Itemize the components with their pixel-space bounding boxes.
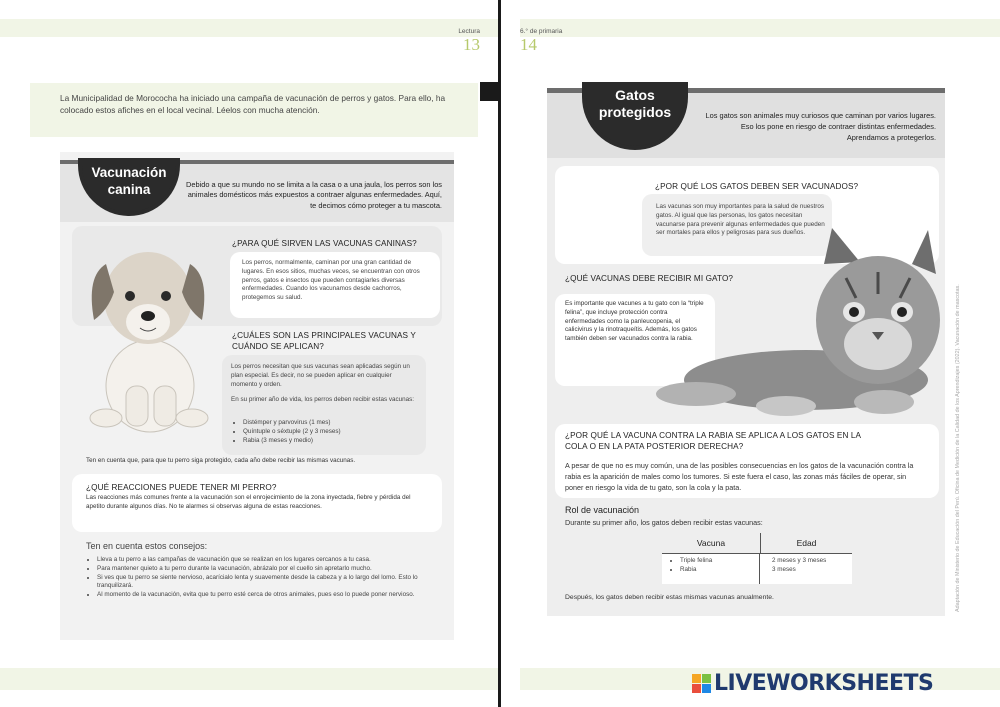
table-vaccine-cell xyxy=(662,554,760,584)
right-header-label: 6.° de primaria xyxy=(520,28,563,35)
table-age-cell xyxy=(760,554,852,584)
dog-vaccine-item: • Quíntuple o séxtuple (2 y 3 meses) xyxy=(243,428,423,437)
dog-q3-title: ¿QUÉ REACCIONES PUEDE TENER MI PERRO? xyxy=(86,483,277,492)
dog-vaccine-item: • Distémper y parvovirus (1 mes) xyxy=(243,419,423,428)
logo-mark-icon xyxy=(692,674,711,693)
table-age-item: 2 meses y 3 meses xyxy=(772,557,827,564)
cat-rol-subtitle: Durante su primer año, los gatos deben recibir estas vacunas: xyxy=(565,518,763,527)
top-band-right xyxy=(520,19,1000,37)
dog-q2-note: Ten en cuenta que, para que tu perro siga protegido, cada año debe recibir las mismas vacunas. xyxy=(86,457,356,464)
intro-text: La Municipalidad de Morococha ha iniciado una campaña de vacunación de perros y gatos. Para ello, ha colocado estos afiches en el local vecinal. Léelos con mucha atención. xyxy=(60,93,446,115)
dog-tip-item: • Lleva a tu perro a las campañas de vacunación que se realizan en los lugares cercanos a tu casa. xyxy=(97,556,437,565)
cat-lead: Los gatos son animales muy curiosos que caminan por varios lugares. Eso los pone en riesgo de contraer distintas enfermedades. Aprendamos a protegerlos. xyxy=(705,111,936,142)
table-age-item: 3 meses xyxy=(772,565,796,573)
puppy-illustration xyxy=(84,236,214,436)
right-page-header xyxy=(520,28,590,55)
dog-tip-item: • Para mantener quieto a tu perro durante la vacunación, abrázalo por el cuello sin apretarlo mucho. xyxy=(97,565,437,574)
dog-q2-text: Los perros necesitan que sus vacunas sean aplicadas según un plan especial. Es decir, no se pueden aplicar en cualquier momento y orden. xyxy=(231,363,410,388)
cat-q3-text: A pesar de que no es muy común, una de las posibles consecuencias en los gatos de la vacunación contra la rabia es la aparición de males como los tumores. Si este fuera el caso, las zonas más fáciles de operar, sin poner en riesgo la vida de tu gato, son la cola y la pata. xyxy=(565,461,914,492)
dog-lead: Debido a que su mundo no se limita a la casa o a una jaula, los perros son los animales domésticos más expuestos a contraer algunas enfermedades. Aquí, te decimos cómo proteger a tu mascota. xyxy=(186,180,442,210)
dog-tip-item: • Al momento de la vacunación, evita que tu perro esté cerca de otros animales, pues eso lo puede poner nervioso. xyxy=(97,591,437,600)
cat-q1-title: ¿POR QUÉ LOS GATOS DEBEN SER VACUNADOS? xyxy=(655,182,859,191)
divider-tab xyxy=(480,82,500,101)
cat-q3-title: ¿POR QUÉ LA VACUNA CONTRA LA RABIA SE APLICA A LOS GATOS EN LA COLA O EN LA PATA POSTERIOR DERECHA? xyxy=(565,431,861,451)
dog-tips-list xyxy=(86,556,437,600)
page-divider xyxy=(498,0,501,707)
dog-q1-text: Los perros, normalmente, caminan por una gran cantidad de lugares. En esos sitios, muchas veces, se encuentran con otros perros, gatos e insectos que pueden contagiarles diversas enfermedades. Cuando los vacunamos desde cachorros, protegemos su salud. xyxy=(242,259,420,302)
dog-vaccine-item: • Rabia (3 meses y medio) xyxy=(243,437,423,446)
table-header-age: Edad xyxy=(796,538,817,548)
table-header-vaccine: Vacuna xyxy=(662,533,761,553)
cat-footer-note: Después, los gatos deben recibir estas mismas vacunas anualmente. xyxy=(565,594,774,601)
left-header-label: Lectura xyxy=(458,28,480,35)
kitten-illustration xyxy=(656,228,942,422)
bottom-band-left xyxy=(0,668,498,690)
dog-q3-text: Las reacciones más comunes frente a la vacunación son el enrojecimiento de la zona inyectada, fiebre y pérdida del apetito durante algunos días. No te alarmes si observas alguna de estas reacciones. xyxy=(86,494,411,510)
table-vaccine-item: • Rabia xyxy=(680,566,759,575)
top-band-left xyxy=(0,19,498,37)
cat-rol-title: Rol de vacunación xyxy=(565,505,640,515)
left-page-number: 13 xyxy=(463,35,480,54)
dog-tips-title: Ten en cuenta estos consejos: xyxy=(86,541,208,551)
cat-q1-text: Las vacunas son muy importantes para la salud de nuestros gatos. Al igual que las personas, los gatos necesitan vacunarse para prevenir algunas enfermedades que pueden ser mortales para ellos y peligrosas para sus dueños. xyxy=(656,203,825,237)
source-credit: Adaptación de Ministerio de Educación del Perú. Oficina de Medición de la Calidad de los Aprendizajes (2022). Vacunación de mascotas. xyxy=(955,284,961,612)
dog-q1-title: ¿PARA QUÉ SIRVEN LAS VACUNAS CANINAS? xyxy=(232,239,417,248)
dog-q2-title: ¿CUÁLES SON LAS PRINCIPALES VACUNAS Y CUÁNDO SE APLICAN? xyxy=(232,331,416,351)
right-page-number: 14 xyxy=(520,35,537,54)
dog-tip-item: • Si ves que tu perro se siente nervioso, acarícialo lenta y suavemente desde la cabeza y a lo largo del lomo. Esto lo tranquilizará. xyxy=(97,574,437,592)
cat-vaccine-table xyxy=(662,533,852,584)
dog-title: Vacunación canina xyxy=(91,165,167,197)
table-vaccine-item: • Triple felina xyxy=(680,557,759,566)
cat-q2-text: Es importante que vacunes a tu gato con la “triple felina”, que incluye protección contra enfermedades como la panleucopenia, el calicivirus y la rinotraqueítis. Además, los gatos también deben ser vacunados contra la rabia. xyxy=(565,300,704,343)
left-page-header xyxy=(440,28,480,55)
logo-text: LIVEWORKSHEETS xyxy=(714,670,934,696)
cat-q2-title: ¿QUÉ VACUNAS DEBE RECIBIR MI GATO? xyxy=(565,274,734,283)
liveworksheets-logo xyxy=(692,670,992,696)
cat-title: Gatos protegidos xyxy=(598,87,672,120)
dog-vaccine-list xyxy=(232,419,423,445)
dog-q2-text2: En su primer año de vida, los perros deben recibir estas vacunas: xyxy=(231,396,415,403)
